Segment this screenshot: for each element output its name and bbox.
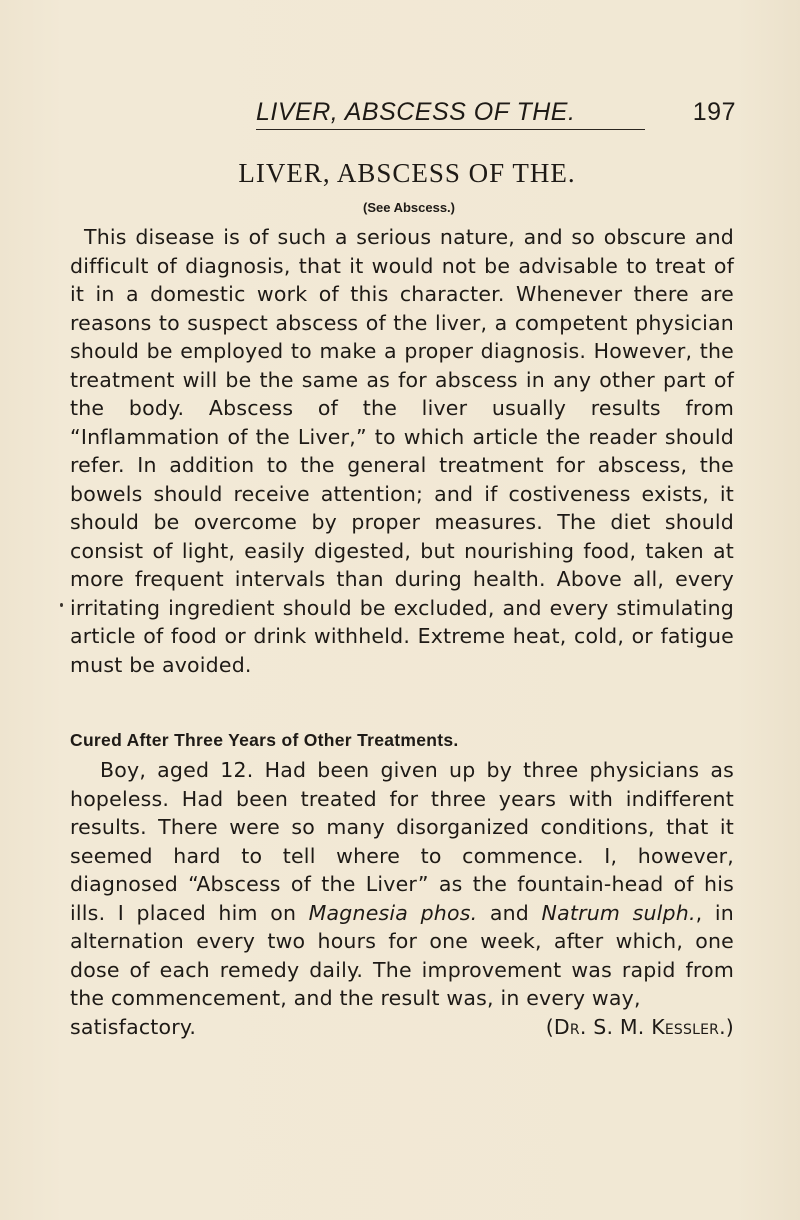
running-head bbox=[248, 98, 736, 132]
closing-line bbox=[70, 1013, 734, 1042]
running-head-rule bbox=[256, 129, 645, 130]
remedy-natrum-sulph: Natrum sulph. bbox=[541, 900, 696, 925]
case-text-3: , in alternation every two hours for one week, after which, one dose of each remedy daily. The improvement was rapid from the commencement, and the result was, in every way, bbox=[70, 900, 734, 1010]
case-text-1: Boy, aged 12. Had been given up by three physicians as hopeless. Had been treated for three years with indifferent results. There were so many disorganized conditions, that it seemed hard to tell where to commence. I, however, diagnosed “Abscess of the Liver” as the fountain-head of his ills. I placed him on bbox=[70, 758, 734, 925]
running-head-title: LIVER, ABSCESS OF THE. bbox=[256, 98, 576, 126]
author-signature: (Dr. S. M. Kessler.) bbox=[545, 1014, 734, 1039]
closing-word: satisfactory. bbox=[70, 1014, 197, 1039]
intro-paragraph: This disease is of such a serious nature, and so obscure and difficult of diagnosis, that it would not be advisable to treat of it in a domestic work of this character. Whenever there are reasons to suspect abscess of the liver, a competent physician should be employed to make a proper diagnosis. However, the treatment will be the same as for abscess in any other part of the body. Abscess of the liver usually results from “Inflammation of the Liver,” to which article the reader should refer. In addition to the general treatment for abscess, the bowels should receive attention; and if costiveness exists, it should be overcome by proper measures. The diet should consist of light, easily digested, but nourishing food, taken at more frequent intervals than during health. Above all, every irritating ingredient should be excluded, and every stimulating article of food or drink withheld. Extreme heat, cold, or fatigue must be avoided. bbox=[70, 225, 734, 677]
article-heading: LIVER, ABSCESS OF THE. bbox=[238, 158, 576, 188]
case-text-2: and bbox=[477, 900, 542, 925]
case-paragraph bbox=[70, 756, 734, 1041]
print-speck bbox=[60, 603, 63, 607]
cross-reference: (See Abscess.) bbox=[362, 200, 455, 215]
case-subheading: Cured After Three Years of Other Treatments. bbox=[70, 730, 459, 750]
remedy-magnesia-phos: Magnesia phos. bbox=[308, 900, 478, 925]
page-number: 197 bbox=[692, 98, 736, 126]
